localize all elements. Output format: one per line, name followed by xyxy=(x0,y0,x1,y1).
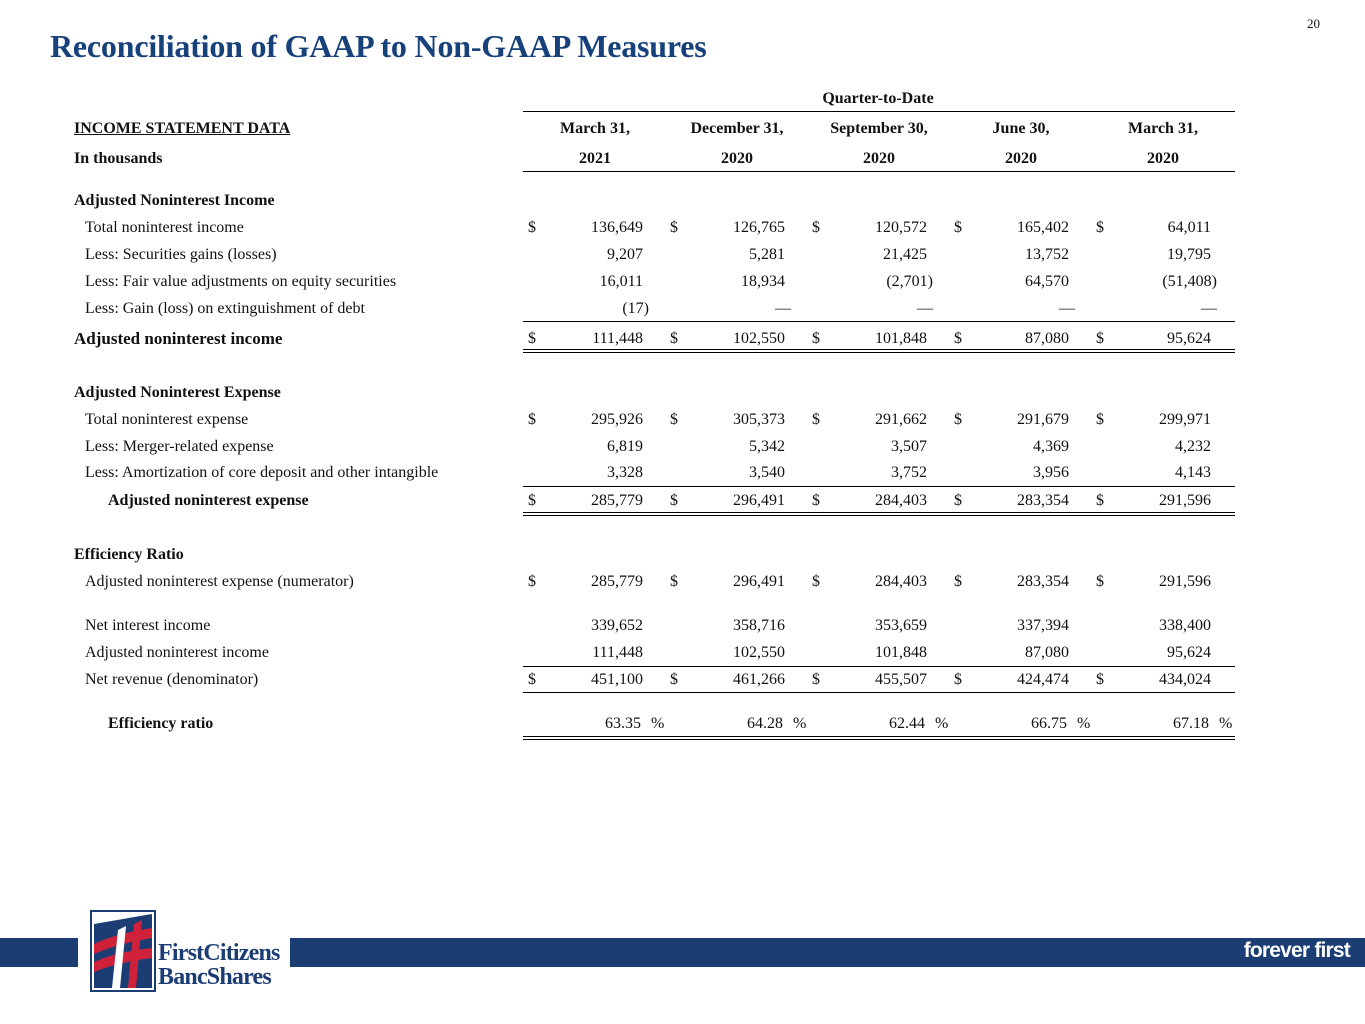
value-cell: 102,550 xyxy=(733,330,785,347)
value-cell: 284,403 xyxy=(875,573,927,590)
currency-symbol: $ xyxy=(812,330,820,347)
value-cell: 64.28 xyxy=(747,715,783,732)
total-double-rule xyxy=(523,512,1235,516)
currency-symbol: $ xyxy=(1096,330,1104,347)
currency-symbol: $ xyxy=(812,573,820,590)
currency-symbol: $ xyxy=(812,411,820,428)
currency-symbol: $ xyxy=(954,411,962,428)
value-cell: 283,354 xyxy=(1017,573,1069,590)
currency-symbol: $ xyxy=(670,573,678,590)
value-cell: 67.18 xyxy=(1173,715,1209,732)
currency-symbol: $ xyxy=(670,330,678,347)
row-label: Less: Gain (loss) on extinguishment of debt xyxy=(85,300,365,317)
subtotal-rule xyxy=(523,666,1235,667)
value-cell: 291,662 xyxy=(875,411,927,428)
value-cell: 434,024 xyxy=(1159,671,1211,688)
section-heading: Efficiency Ratio xyxy=(74,546,184,563)
value-cell: 284,403 xyxy=(875,492,927,509)
section-heading: Adjusted Noninterest Income xyxy=(74,192,275,209)
value-cell: 95,624 xyxy=(1167,330,1211,347)
currency-symbol: $ xyxy=(528,411,536,428)
value-cell: 455,507 xyxy=(875,671,927,688)
column-header-date: December 31, xyxy=(690,120,784,137)
column-header-year: 2020 xyxy=(721,150,753,167)
header-divider xyxy=(523,111,1235,112)
currency-symbol: $ xyxy=(954,671,962,688)
header-divider xyxy=(523,171,1235,172)
value-cell: 87,080 xyxy=(1025,644,1069,661)
value-cell: 63.35 xyxy=(605,715,641,732)
value-cell: 21,425 xyxy=(883,246,927,263)
value-cell: 62.44 xyxy=(889,715,925,732)
page-title: Reconciliation of GAAP to Non-GAAP Measures xyxy=(50,28,707,64)
flag-logo-icon xyxy=(90,910,156,992)
currency-symbol: $ xyxy=(954,219,962,236)
value-cell: 424,474 xyxy=(1017,671,1069,688)
column-header-year: 2020 xyxy=(1147,150,1179,167)
currency-symbol: $ xyxy=(670,492,678,509)
value-cell: 291,679 xyxy=(1017,411,1069,428)
value-cell: 291,596 xyxy=(1159,492,1211,509)
value-cell: (2,701) xyxy=(886,273,933,290)
currency-symbol: $ xyxy=(670,411,678,428)
column-header-year: 2021 xyxy=(579,150,611,167)
row-label: Total noninterest expense xyxy=(85,411,249,428)
row-label-total: Adjusted noninterest expense xyxy=(108,492,309,509)
value-cell: 136,649 xyxy=(591,219,643,236)
currency-symbol: $ xyxy=(528,671,536,688)
value-cell: 296,491 xyxy=(733,492,785,509)
row-label: Less: Amortization of core deposit and other intangible xyxy=(85,464,439,481)
currency-symbol: $ xyxy=(812,219,820,236)
row-label: Net interest income xyxy=(85,617,211,634)
currency-symbol: $ xyxy=(812,492,820,509)
value-cell: — xyxy=(775,300,791,317)
subtotal-rule xyxy=(523,486,1235,487)
value-cell: 296,491 xyxy=(733,573,785,590)
value-cell: 102,550 xyxy=(733,644,785,661)
value-cell: 13,752 xyxy=(1025,246,1069,263)
total-double-rule xyxy=(523,736,1235,740)
total-double-rule xyxy=(523,349,1235,353)
percent-symbol: % xyxy=(1219,715,1233,732)
currency-symbol: $ xyxy=(1096,219,1104,236)
logo-wordmark-line2: BancShares xyxy=(158,964,271,990)
value-cell: 111,448 xyxy=(592,330,643,347)
currency-symbol: $ xyxy=(1096,671,1104,688)
value-cell: 101,848 xyxy=(875,644,927,661)
units-label: In thousands xyxy=(74,150,163,167)
subtotal-rule xyxy=(523,321,1235,322)
section-heading: Adjusted Noninterest Expense xyxy=(74,384,281,401)
value-cell: 16,011 xyxy=(599,273,643,290)
row-label: Total noninterest income xyxy=(85,219,244,236)
row-label: Less: Fair value adjustments on equity securities xyxy=(85,273,397,290)
percent-symbol: % xyxy=(1077,715,1091,732)
currency-symbol: $ xyxy=(528,492,536,509)
page-number: 20 xyxy=(1307,16,1320,31)
value-cell: 3,507 xyxy=(891,438,927,455)
value-cell: 299,971 xyxy=(1159,411,1211,428)
value-cell: 338,400 xyxy=(1159,617,1211,634)
percent-symbol: % xyxy=(935,715,949,732)
row-label-total: Adjusted noninterest income xyxy=(74,329,283,348)
value-cell: 64,570 xyxy=(1025,273,1069,290)
percent-symbol: % xyxy=(793,715,807,732)
value-cell: 165,402 xyxy=(1017,219,1069,236)
currency-symbol: $ xyxy=(528,573,536,590)
currency-symbol: $ xyxy=(670,219,678,236)
column-header-year: 2020 xyxy=(1005,150,1037,167)
value-cell: 353,659 xyxy=(875,617,927,634)
row-label: Adjusted noninterest income xyxy=(85,644,269,661)
value-cell: 111,448 xyxy=(592,644,643,661)
column-header-date: June 30, xyxy=(992,120,1050,137)
value-cell: 126,765 xyxy=(733,219,785,236)
currency-symbol: $ xyxy=(954,330,962,347)
value-cell: 95,624 xyxy=(1167,644,1211,661)
value-cell: — xyxy=(1201,300,1217,317)
value-cell: 285,779 xyxy=(591,573,643,590)
currency-symbol: $ xyxy=(954,573,962,590)
row-label: Less: Securities gains (losses) xyxy=(85,246,277,263)
value-cell: 9,207 xyxy=(607,246,643,263)
subtotal-rule xyxy=(523,692,1235,693)
row-label-total: Efficiency ratio xyxy=(108,715,214,732)
value-cell: 461,266 xyxy=(733,671,785,688)
value-cell: 283,354 xyxy=(1017,492,1069,509)
value-cell: 339,652 xyxy=(591,617,643,634)
tagline: forever first xyxy=(1243,939,1350,962)
currency-symbol: $ xyxy=(1096,411,1104,428)
value-cell: 3,328 xyxy=(607,464,643,481)
value-cell: 337,394 xyxy=(1017,617,1069,634)
value-cell: 295,926 xyxy=(591,411,643,428)
row-label: Adjusted noninterest expense (numerator) xyxy=(85,573,354,590)
currency-symbol: $ xyxy=(812,671,820,688)
value-cell: 451,100 xyxy=(591,671,643,688)
value-cell: — xyxy=(1059,300,1075,317)
value-cell: 3,540 xyxy=(749,464,785,481)
currency-symbol: $ xyxy=(1096,492,1104,509)
value-cell: 4,369 xyxy=(1033,438,1069,455)
value-cell: 19,795 xyxy=(1167,246,1211,263)
value-cell: 305,373 xyxy=(733,411,785,428)
row-label: Net revenue (denominator) xyxy=(85,671,259,688)
value-cell: (51,408) xyxy=(1162,273,1217,290)
logo-wordmark-line1: FirstCitizens xyxy=(158,940,280,966)
section-label: INCOME STATEMENT DATA xyxy=(74,120,291,137)
column-header-year: 2020 xyxy=(863,150,895,167)
value-cell: 5,281 xyxy=(749,246,785,263)
column-header-date: March 31, xyxy=(1128,120,1198,137)
value-cell: 5,342 xyxy=(749,438,785,455)
value-cell: 3,956 xyxy=(1033,464,1069,481)
value-cell: 291,596 xyxy=(1159,573,1211,590)
column-header-date: March 31, xyxy=(560,120,630,137)
currency-symbol: $ xyxy=(1096,573,1104,590)
value-cell: 120,572 xyxy=(875,219,927,236)
period-header: Quarter-to-Date xyxy=(822,90,934,107)
value-cell: 101,848 xyxy=(875,330,927,347)
currency-symbol: $ xyxy=(670,671,678,688)
value-cell: (17) xyxy=(622,300,649,317)
value-cell: 4,143 xyxy=(1175,464,1211,481)
percent-symbol: % xyxy=(651,715,665,732)
currency-symbol: $ xyxy=(528,219,536,236)
value-cell: 358,716 xyxy=(733,617,785,634)
row-label: Less: Merger-related expense xyxy=(85,438,274,455)
value-cell: 18,934 xyxy=(741,273,785,290)
column-header-date: September 30, xyxy=(830,120,928,137)
value-cell: 66.75 xyxy=(1031,715,1067,732)
value-cell: — xyxy=(917,300,933,317)
currency-symbol: $ xyxy=(528,330,536,347)
value-cell: 6,819 xyxy=(607,438,643,455)
value-cell: 3,752 xyxy=(891,464,927,481)
value-cell: 4,232 xyxy=(1175,438,1211,455)
value-cell: 285,779 xyxy=(591,492,643,509)
currency-symbol: $ xyxy=(954,492,962,509)
value-cell: 64,011 xyxy=(1167,219,1211,236)
value-cell: 87,080 xyxy=(1025,330,1069,347)
